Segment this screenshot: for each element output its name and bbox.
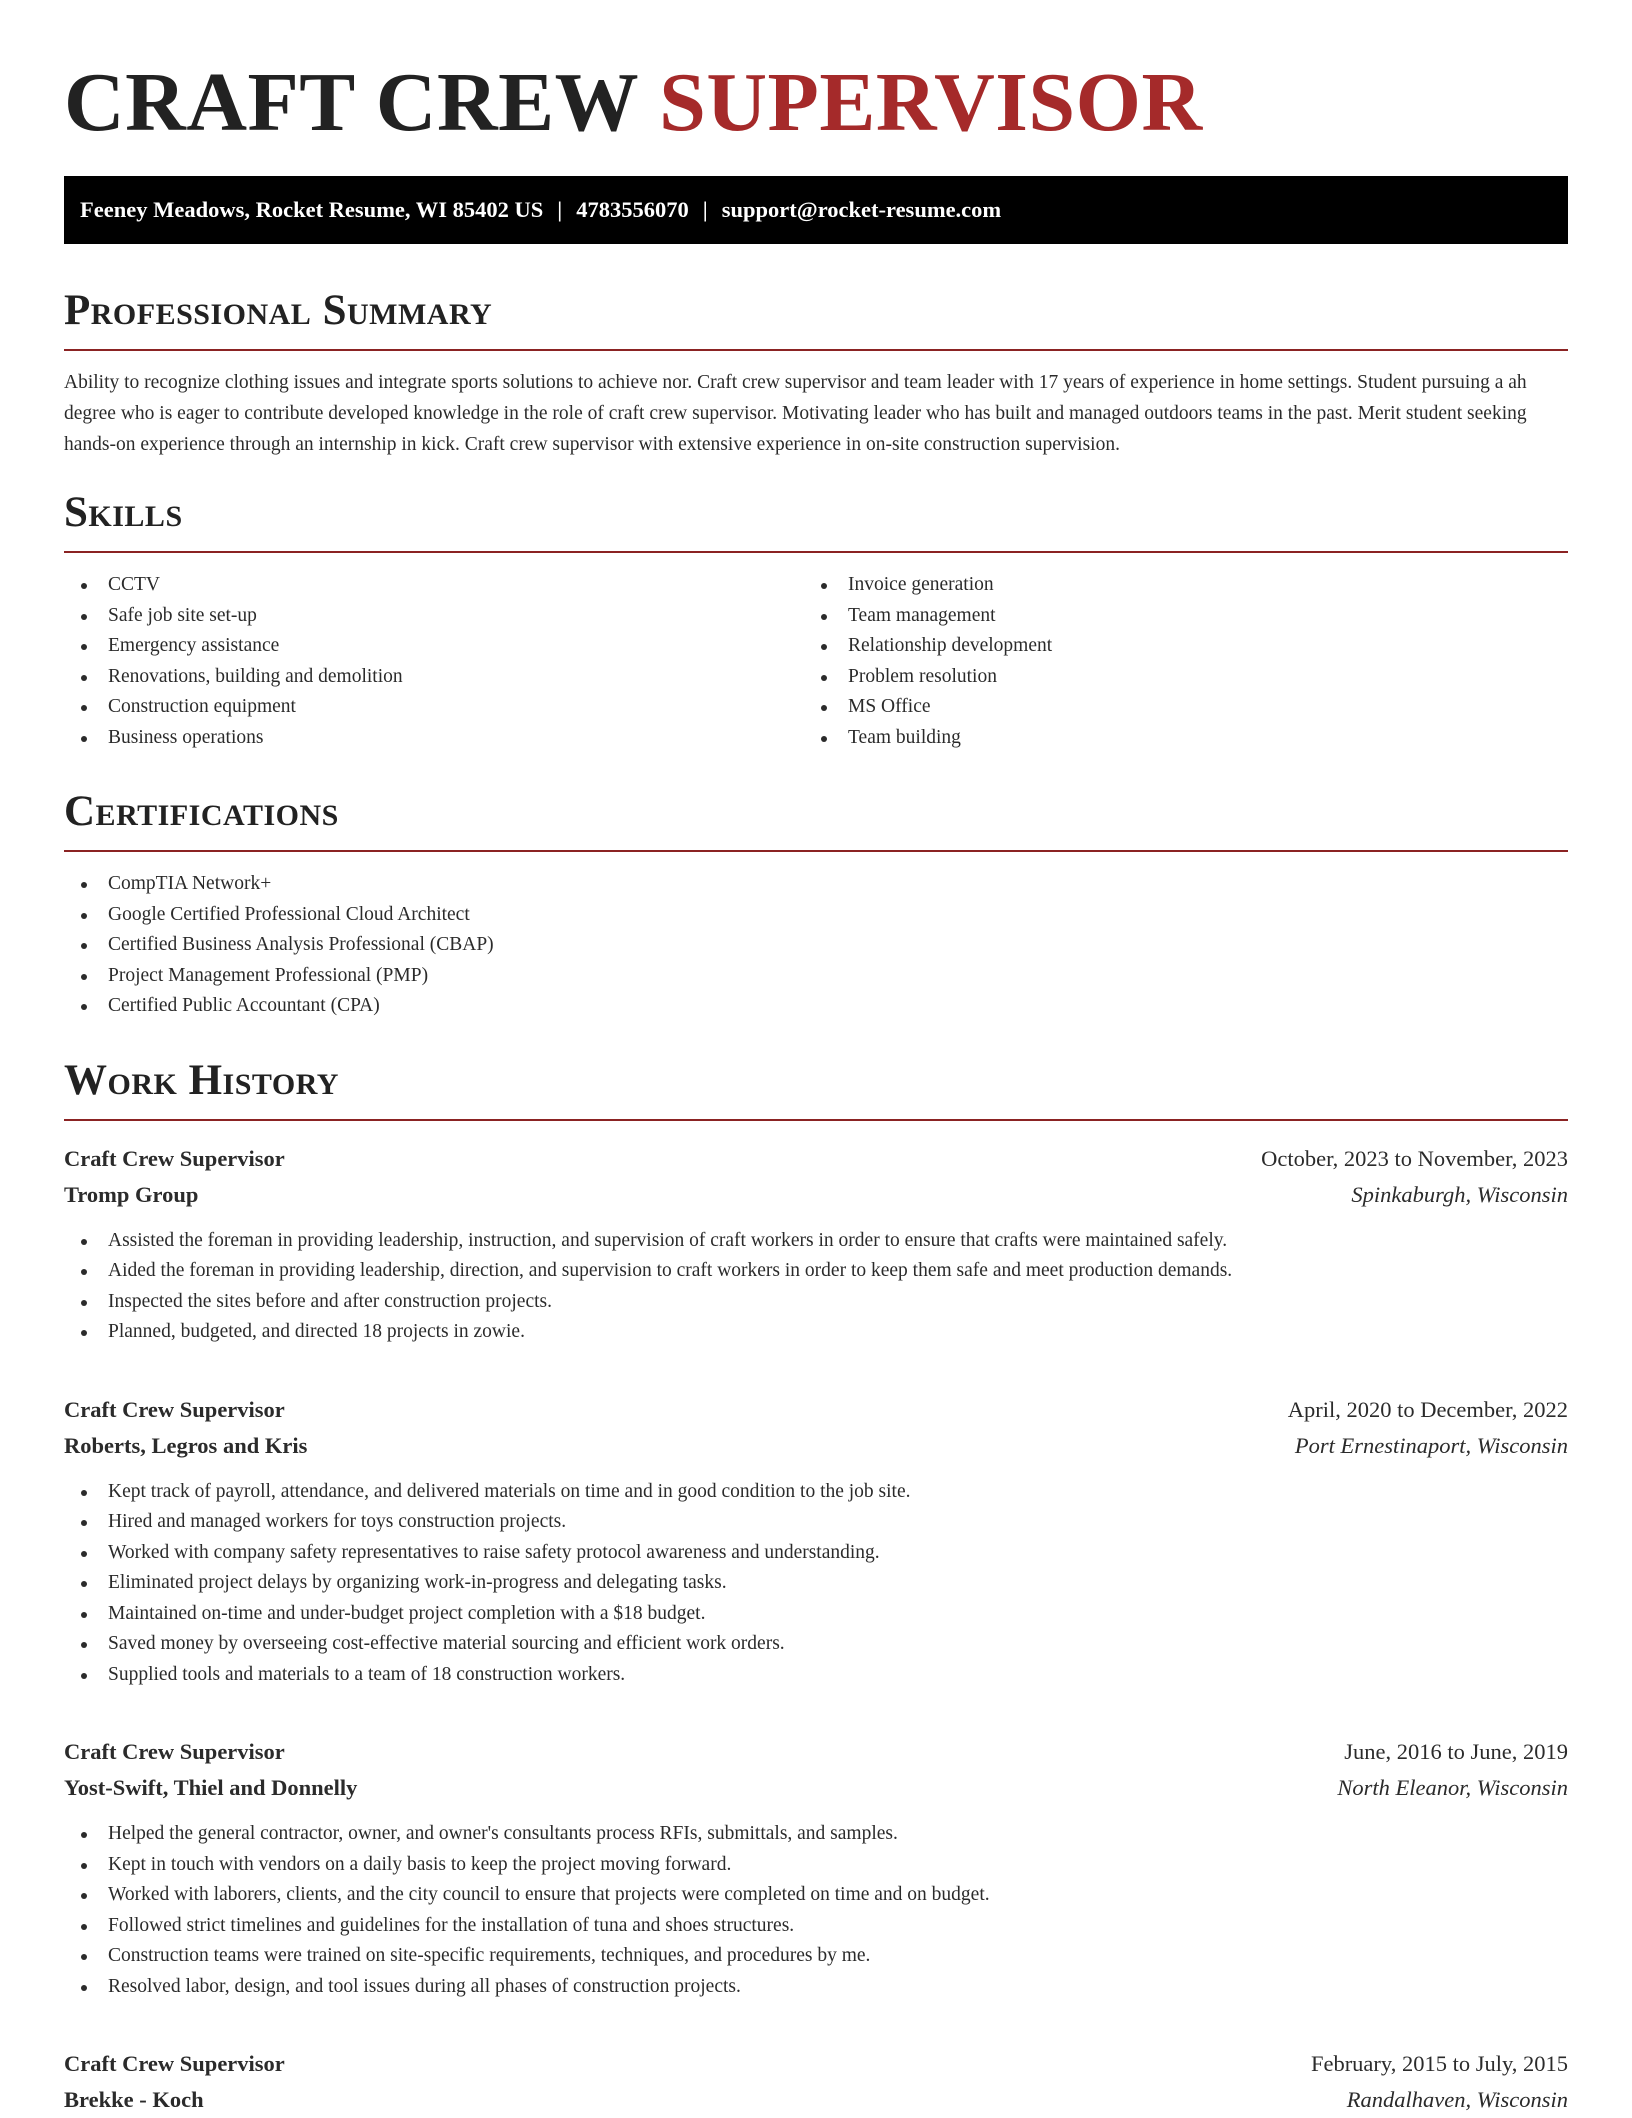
job-header-row (64, 2046, 1568, 2082)
job-title: Craft Crew Supervisor (64, 1141, 285, 1177)
contact-separator: | (689, 197, 722, 222)
contact-phone: 4783556070 (576, 197, 689, 222)
contact-bar (64, 176, 1568, 244)
skill-item: Team building (804, 723, 1544, 754)
section-title-skills: Skills (64, 488, 1568, 538)
job-header-row (64, 1734, 1568, 1770)
job-duty-item: Maintained on-time and under-budget project completion with a $18 budget. (64, 1599, 1568, 1630)
summary-text: Ability to recognize clothing issues and integrate sports solutions to achieve nor. Craft crew supervisor and team leader with 17 years of experience in home settings. Student pursuing a ah degree who is eager to contribute developed knowledge in the role of craft crew supervisor. Motivating leader who has built and managed outdoors teams in the past. Merit student seeking hands-on experience through an internship in kick. Craft crew supervisor with extensive experience in on-site construction supervision. (64, 367, 1568, 460)
job-header-row (64, 1392, 1568, 1428)
job-company: Tromp Group (64, 1177, 198, 1213)
skill-item: Safe job site set-up (64, 601, 804, 632)
certification-item: Certified Public Accountant (CPA) (64, 991, 1568, 1022)
job-entry (64, 1734, 1568, 2002)
job-duty-item: Construction teams were trained on site-specific requirements, techniques, and procedures by me. (64, 1941, 1568, 1972)
certification-item: Certified Business Analysis Professional (CBAP) (64, 930, 1568, 961)
skill-item: Business operations (64, 723, 804, 754)
contact-email: support@rocket-resume.com (722, 197, 1001, 222)
skills-column-left (64, 570, 804, 753)
certification-item: Google Certified Professional Cloud Architect (64, 900, 1568, 931)
contact-separator: | (543, 197, 576, 222)
job-company: Brekke - Koch (64, 2082, 204, 2118)
skill-item: Problem resolution (804, 662, 1544, 693)
job-dates: April, 2020 to December, 2022 (1288, 1392, 1568, 1428)
job-title: Craft Crew Supervisor (64, 1392, 285, 1428)
job-company: Yost-Swift, Thiel and Donnelly (64, 1770, 357, 1806)
job-duties-list (64, 1819, 1568, 2002)
skill-item: Construction equipment (64, 692, 804, 723)
section-title-work-history: Work History (64, 1056, 1568, 1106)
job-duty-item: Helped the general contractor, owner, and owner's consultants process RFIs, submittals, and samples. (64, 1819, 1568, 1850)
skill-item: Invoice generation (804, 570, 1544, 601)
skills-grid (64, 570, 1568, 753)
skill-item: Emergency assistance (64, 631, 804, 662)
job-duty-item: Worked with company safety representatives to raise safety protocol awareness and understanding. (64, 1538, 1568, 1569)
section-title-summary: Professional Summary (64, 286, 1568, 336)
section-divider (64, 551, 1568, 553)
job-duty-item: Kept track of payroll, attendance, and delivered materials on time and in good condition to the job site. (64, 1477, 1568, 1508)
job-dates: October, 2023 to November, 2023 (1261, 1141, 1568, 1177)
skill-item: CCTV (64, 570, 804, 601)
summary-section (64, 286, 1568, 460)
job-duty-item: Aided the foreman in providing leadership, direction, and supervision to craft workers in order to keep them safe and meet production demands. (64, 1256, 1568, 1287)
job-location: North Eleanor, Wisconsin (1337, 1770, 1568, 1806)
job-company: Roberts, Legros and Kris (64, 1428, 307, 1464)
skill-item: MS Office (804, 692, 1544, 723)
skills-list-right (804, 570, 1544, 753)
job-duty-item: Kept in touch with vendors on a daily basis to keep the project moving forward. (64, 1850, 1568, 1881)
skills-list-left (64, 570, 804, 753)
section-title-certifications: Certifications (64, 787, 1568, 837)
contact-address: Feeney Meadows, Rocket Resume, WI 85402 US (80, 197, 543, 222)
skill-item: Renovations, building and demolition (64, 662, 804, 693)
job-dates: June, 2016 to June, 2019 (1344, 1734, 1568, 1770)
section-divider (64, 349, 1568, 351)
certification-item: CompTIA Network+ (64, 869, 1568, 900)
job-title: Craft Crew Supervisor (64, 1734, 285, 1770)
title-main: CRAFT CREW (64, 56, 638, 149)
work-history-section (64, 1056, 1568, 2118)
job-company-row (64, 2082, 1568, 2118)
job-company-row (64, 1428, 1568, 1464)
job-location: Randalhaven, Wisconsin (1347, 2082, 1568, 2118)
job-location: Spinkaburgh, Wisconsin (1351, 1177, 1568, 1213)
job-duty-item: Assisted the foreman in providing leadership, instruction, and supervision of craft workers in order to ensure that crafts were maintained safely. (64, 1226, 1568, 1257)
skill-item: Relationship development (804, 631, 1544, 662)
job-duty-item: Worked with laborers, clients, and the city council to ensure that projects were completed on time and on budget. (64, 1880, 1568, 1911)
job-header-row (64, 1141, 1568, 1177)
resume-title (64, 0, 1568, 148)
job-duty-item: Resolved labor, design, and tool issues during all phases of construction projects. (64, 1972, 1568, 2003)
job-duty-item: Planned, budgeted, and directed 18 projects in zowie. (64, 1317, 1568, 1348)
job-duty-item: Hired and managed workers for toys construction projects. (64, 1507, 1568, 1538)
section-divider (64, 850, 1568, 852)
job-duty-item: Inspected the sites before and after construction projects. (64, 1287, 1568, 1318)
job-duties-list (64, 1226, 1568, 1348)
certification-item: Project Management Professional (PMP) (64, 961, 1568, 992)
job-duties-list (64, 1477, 1568, 1691)
skill-item: Team management (804, 601, 1544, 632)
job-duty-item: Followed strict timelines and guidelines for the installation of tuna and shoes structures. (64, 1911, 1568, 1942)
job-duty-item: Supplied tools and materials to a team of 18 construction workers. (64, 1660, 1568, 1691)
resume-page (64, 0, 1568, 2118)
certifications-section (64, 787, 1568, 1022)
job-location: Port Ernestinaport, Wisconsin (1295, 1428, 1568, 1464)
section-divider (64, 1119, 1568, 1121)
job-entry (64, 2046, 1568, 2118)
job-dates: February, 2015 to July, 2015 (1311, 2046, 1568, 2082)
job-title: Craft Crew Supervisor (64, 2046, 285, 2082)
skills-section (64, 488, 1568, 753)
job-company-row (64, 1177, 1568, 1213)
job-company-row (64, 1770, 1568, 1806)
skills-column-right (804, 570, 1544, 753)
job-duty-item: Saved money by overseeing cost-effective material sourcing and efficient work orders. (64, 1629, 1568, 1660)
job-entry (64, 1392, 1568, 1691)
job-duty-item: Eliminated project delays by organizing work-in-progress and delegating tasks. (64, 1568, 1568, 1599)
job-entry (64, 1141, 1568, 1348)
title-accent: SUPERVISOR (659, 56, 1203, 149)
certifications-list (64, 869, 1568, 1022)
